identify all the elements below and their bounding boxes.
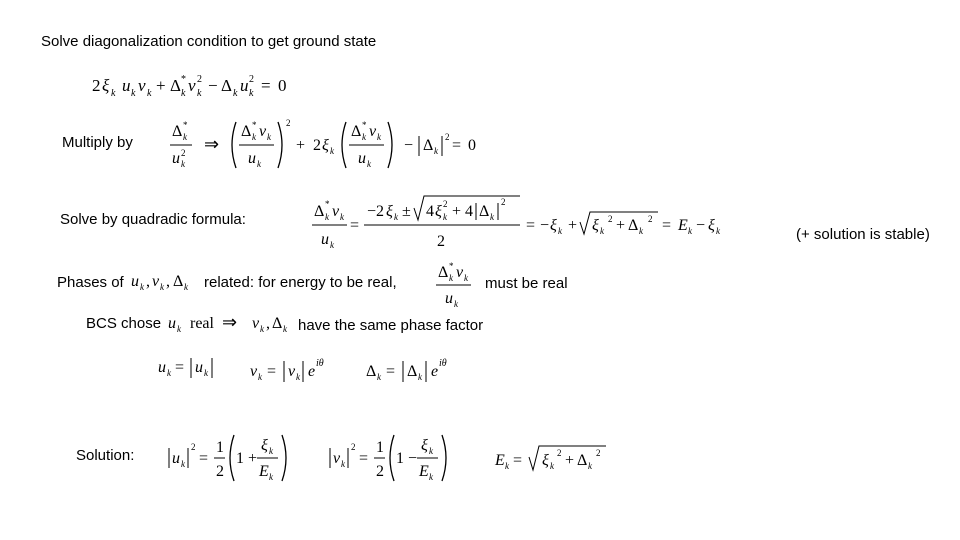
svg-text:v: v <box>250 363 258 380</box>
svg-text:k: k <box>184 282 188 292</box>
svg-text:k: k <box>454 299 458 309</box>
svg-text:v: v <box>288 363 296 380</box>
svg-text:real: real <box>190 315 214 332</box>
phase-expressions-svg <box>158 354 468 388</box>
svg-text:−: − <box>696 217 706 234</box>
svg-text:k: k <box>131 88 136 99</box>
svg-text:k: k <box>550 461 554 471</box>
svg-text:+: + <box>296 137 306 154</box>
svg-text:v: v <box>188 76 196 95</box>
svg-text:u: u <box>172 450 180 467</box>
svg-text:v: v <box>456 264 464 281</box>
svg-text:2: 2 <box>216 463 224 480</box>
svg-text:Δ: Δ <box>173 273 184 290</box>
svg-text:u: u <box>122 76 131 95</box>
svg-text:k: k <box>283 324 287 334</box>
svg-text:0: 0 <box>468 137 476 154</box>
svg-text:v: v <box>138 76 146 95</box>
svg-text:k: k <box>341 459 345 469</box>
svg-text:2: 2 <box>437 233 445 250</box>
svg-text:E: E <box>259 463 269 480</box>
svg-text:E: E <box>678 217 688 234</box>
svg-text:k: k <box>443 212 447 222</box>
svg-text:u: u <box>168 315 176 332</box>
svg-text:u: u <box>248 150 256 167</box>
svg-text:Δ: Δ <box>577 452 588 469</box>
svg-text:k: k <box>434 146 438 156</box>
svg-text:2: 2 <box>596 448 601 458</box>
svg-text:k: k <box>204 368 208 378</box>
svg-text:k: k <box>233 88 238 99</box>
svg-text:ξ: ξ <box>102 76 110 95</box>
svg-text:ξ: ξ <box>592 217 599 234</box>
svg-text:E: E <box>419 463 429 480</box>
svg-text:*: * <box>181 74 186 85</box>
svg-text:k: k <box>249 88 254 99</box>
svg-text:ξ: ξ <box>435 203 442 220</box>
svg-text:−: − <box>540 217 550 234</box>
svg-text:2: 2 <box>92 76 101 95</box>
svg-text:u: u <box>240 76 249 95</box>
svg-text:k: k <box>252 132 256 142</box>
svg-text:k: k <box>181 88 186 99</box>
svg-text:k: k <box>429 446 433 456</box>
svg-text:*: * <box>449 261 454 271</box>
heading-diagonalization: Solve diagonalization condition to get ground state <box>41 33 377 50</box>
svg-text:u: u <box>358 150 366 167</box>
svg-text:+: + <box>568 217 578 234</box>
svg-text:ξ: ξ <box>261 437 268 454</box>
svg-text:k: k <box>260 324 264 334</box>
svg-text:k: k <box>688 226 692 236</box>
svg-text:2: 2 <box>286 118 291 128</box>
svg-text:+ 4: + 4 <box>452 203 474 220</box>
svg-text:u: u <box>445 290 453 307</box>
svg-text:k: k <box>267 132 271 142</box>
svg-text:2: 2 <box>557 448 562 458</box>
quadratic-formula-label: Solve by quadradic formula: <box>60 211 246 228</box>
svg-text:+: + <box>565 452 575 469</box>
svg-text:Δ: Δ <box>351 123 362 140</box>
must-be-real-text: must be real <box>485 275 568 292</box>
svg-text:Δ: Δ <box>314 203 325 220</box>
svg-text:k: k <box>600 226 604 236</box>
svg-text:=: = <box>261 76 271 95</box>
svg-text:k: k <box>394 212 398 222</box>
phases-variables <box>131 270 201 301</box>
svg-text:2: 2 <box>648 214 653 224</box>
svg-text:Δ: Δ <box>272 315 283 332</box>
svg-text:k: k <box>639 226 643 236</box>
svg-text:Δ: Δ <box>479 203 490 220</box>
svg-text:Δ: Δ <box>438 264 449 281</box>
svg-text:u: u <box>172 150 180 167</box>
svg-text:u: u <box>195 359 203 376</box>
svg-text:*: * <box>362 120 367 130</box>
equation-diagonalization-condition <box>92 72 312 107</box>
svg-text:k: k <box>330 240 334 250</box>
phase-ratio-svg <box>436 260 480 310</box>
svg-text:k: k <box>330 146 334 156</box>
svg-text:k: k <box>377 372 381 382</box>
svg-text:k: k <box>505 461 509 471</box>
svg-text:1: 1 <box>216 439 224 456</box>
svg-text:1 −: 1 − <box>396 450 418 467</box>
svg-text:=: = <box>513 452 523 469</box>
svg-text:v: v <box>369 123 377 140</box>
equation-quadratic-svg <box>312 192 732 254</box>
svg-text:k: k <box>167 368 171 378</box>
svg-text:±: ± <box>402 203 411 220</box>
svg-text:iθ: iθ <box>439 358 447 369</box>
svg-text:Δ: Δ <box>407 363 418 380</box>
bcs-choice-expression <box>168 312 298 343</box>
svg-text:2: 2 <box>313 137 321 154</box>
svg-text:k: k <box>269 446 273 456</box>
svg-text:k: k <box>181 159 185 169</box>
svg-text:k: k <box>449 273 453 283</box>
svg-text:ξ: ξ <box>550 217 557 234</box>
svg-text:*: * <box>252 120 257 130</box>
svg-text:E: E <box>495 452 505 469</box>
svg-text:ξ: ξ <box>421 437 428 454</box>
solution-equations <box>166 430 616 491</box>
svg-text:k: k <box>181 459 185 469</box>
equation-multiplied-svg <box>168 116 488 176</box>
svg-text:k: k <box>367 159 371 169</box>
svg-text:2: 2 <box>249 74 254 85</box>
svg-text:−: − <box>404 137 414 154</box>
svg-text:Δ: Δ <box>366 363 377 380</box>
svg-text:k: k <box>464 273 468 283</box>
svg-text:k: k <box>258 372 262 382</box>
bcs-chose-label: BCS chose <box>86 315 162 332</box>
svg-text:=: = <box>526 217 536 234</box>
svg-text:,: , <box>166 273 170 290</box>
svg-text:Δ: Δ <box>423 137 434 154</box>
svg-text:v: v <box>259 123 267 140</box>
svg-text:k: k <box>429 472 433 482</box>
svg-text:e: e <box>431 363 439 380</box>
stable-solution-note: (+ solution is stable) <box>796 226 930 243</box>
svg-text:k: k <box>490 212 494 222</box>
svg-text:,: , <box>146 273 150 290</box>
phase-ratio-fraction <box>436 260 480 315</box>
solution-equations-svg <box>166 430 616 486</box>
svg-text:1: 1 <box>376 439 384 456</box>
svg-text:0: 0 <box>278 76 287 95</box>
svg-text:Δ: Δ <box>221 76 232 95</box>
svg-text:k: k <box>147 88 152 99</box>
svg-text:e: e <box>308 363 316 380</box>
svg-text:v: v <box>152 273 160 290</box>
equation-diagonalization-svg <box>92 72 312 102</box>
svg-text:*: * <box>325 199 330 209</box>
svg-text:2: 2 <box>181 148 186 158</box>
equation-multiplied <box>168 116 488 181</box>
svg-text:2: 2 <box>376 463 384 480</box>
svg-text:−: − <box>208 76 218 95</box>
svg-text:k: k <box>197 88 202 99</box>
svg-text:k: k <box>160 282 164 292</box>
svg-text:=: = <box>359 450 369 467</box>
svg-text:k: k <box>418 372 422 382</box>
phases-of-label: Phases of <box>57 274 124 291</box>
svg-text:⇒: ⇒ <box>222 312 238 332</box>
svg-text:=: = <box>350 217 360 234</box>
svg-text:k: k <box>111 88 116 99</box>
svg-text:k: k <box>325 212 329 222</box>
svg-text:4: 4 <box>426 203 434 220</box>
svg-text:2: 2 <box>197 74 202 85</box>
svg-text:Δ: Δ <box>170 76 181 95</box>
svg-text:k: k <box>296 372 300 382</box>
phase-expressions <box>158 354 468 393</box>
svg-text:2: 2 <box>445 132 450 142</box>
svg-text:2: 2 <box>501 197 506 207</box>
svg-text:2: 2 <box>191 442 196 452</box>
svg-text:ξ: ξ <box>322 137 329 154</box>
svg-text:=: = <box>175 359 185 376</box>
svg-text:ξ: ξ <box>386 203 393 220</box>
svg-text:k: k <box>257 159 261 169</box>
svg-text:k: k <box>558 226 562 236</box>
svg-text:=: = <box>267 363 277 380</box>
svg-text:k: k <box>177 324 181 334</box>
svg-text:+: + <box>156 76 166 95</box>
svg-text:2: 2 <box>443 199 448 209</box>
phases-variables-svg <box>131 270 201 296</box>
svg-text:v: v <box>252 315 260 332</box>
multiply-by-label: Multiply by <box>62 134 133 151</box>
svg-text:u: u <box>158 359 166 376</box>
same-phase-text: have the same phase factor <box>298 317 484 334</box>
svg-text:k: k <box>269 472 273 482</box>
svg-text:k: k <box>140 282 144 292</box>
svg-text:=: = <box>386 363 396 380</box>
svg-text:v: v <box>332 203 340 220</box>
svg-text:⇒: ⇒ <box>204 134 220 154</box>
svg-text:u: u <box>321 231 329 248</box>
svg-text:k: k <box>377 132 381 142</box>
svg-text:,: , <box>266 315 270 332</box>
bcs-choice-svg <box>168 312 298 338</box>
svg-text:=: = <box>452 137 462 154</box>
solution-label: Solution: <box>76 447 135 464</box>
svg-text:k: k <box>183 132 187 142</box>
svg-text:ξ: ξ <box>708 217 715 234</box>
svg-text:Δ: Δ <box>628 217 639 234</box>
svg-text:=: = <box>199 450 209 467</box>
svg-text:1 +: 1 + <box>236 450 258 467</box>
equation-quadratic-solution <box>312 192 732 259</box>
svg-text:k: k <box>716 226 720 236</box>
svg-text:ξ: ξ <box>542 452 549 469</box>
svg-text:−2: −2 <box>367 203 385 220</box>
phases-related-text: related: for energy to be real, <box>204 274 397 291</box>
svg-text:*: * <box>183 120 188 130</box>
svg-text:Δ: Δ <box>172 123 183 140</box>
svg-text:v: v <box>333 450 341 467</box>
svg-text:Δ: Δ <box>241 123 252 140</box>
svg-text:2: 2 <box>351 442 356 452</box>
svg-text:iθ: iθ <box>316 358 324 369</box>
svg-text:2: 2 <box>608 214 613 224</box>
svg-text:k: k <box>588 461 592 471</box>
svg-text:=: = <box>662 217 672 234</box>
svg-text:+: + <box>616 217 626 234</box>
svg-text:u: u <box>131 273 139 290</box>
svg-text:k: k <box>362 132 366 142</box>
svg-text:k: k <box>340 212 344 222</box>
